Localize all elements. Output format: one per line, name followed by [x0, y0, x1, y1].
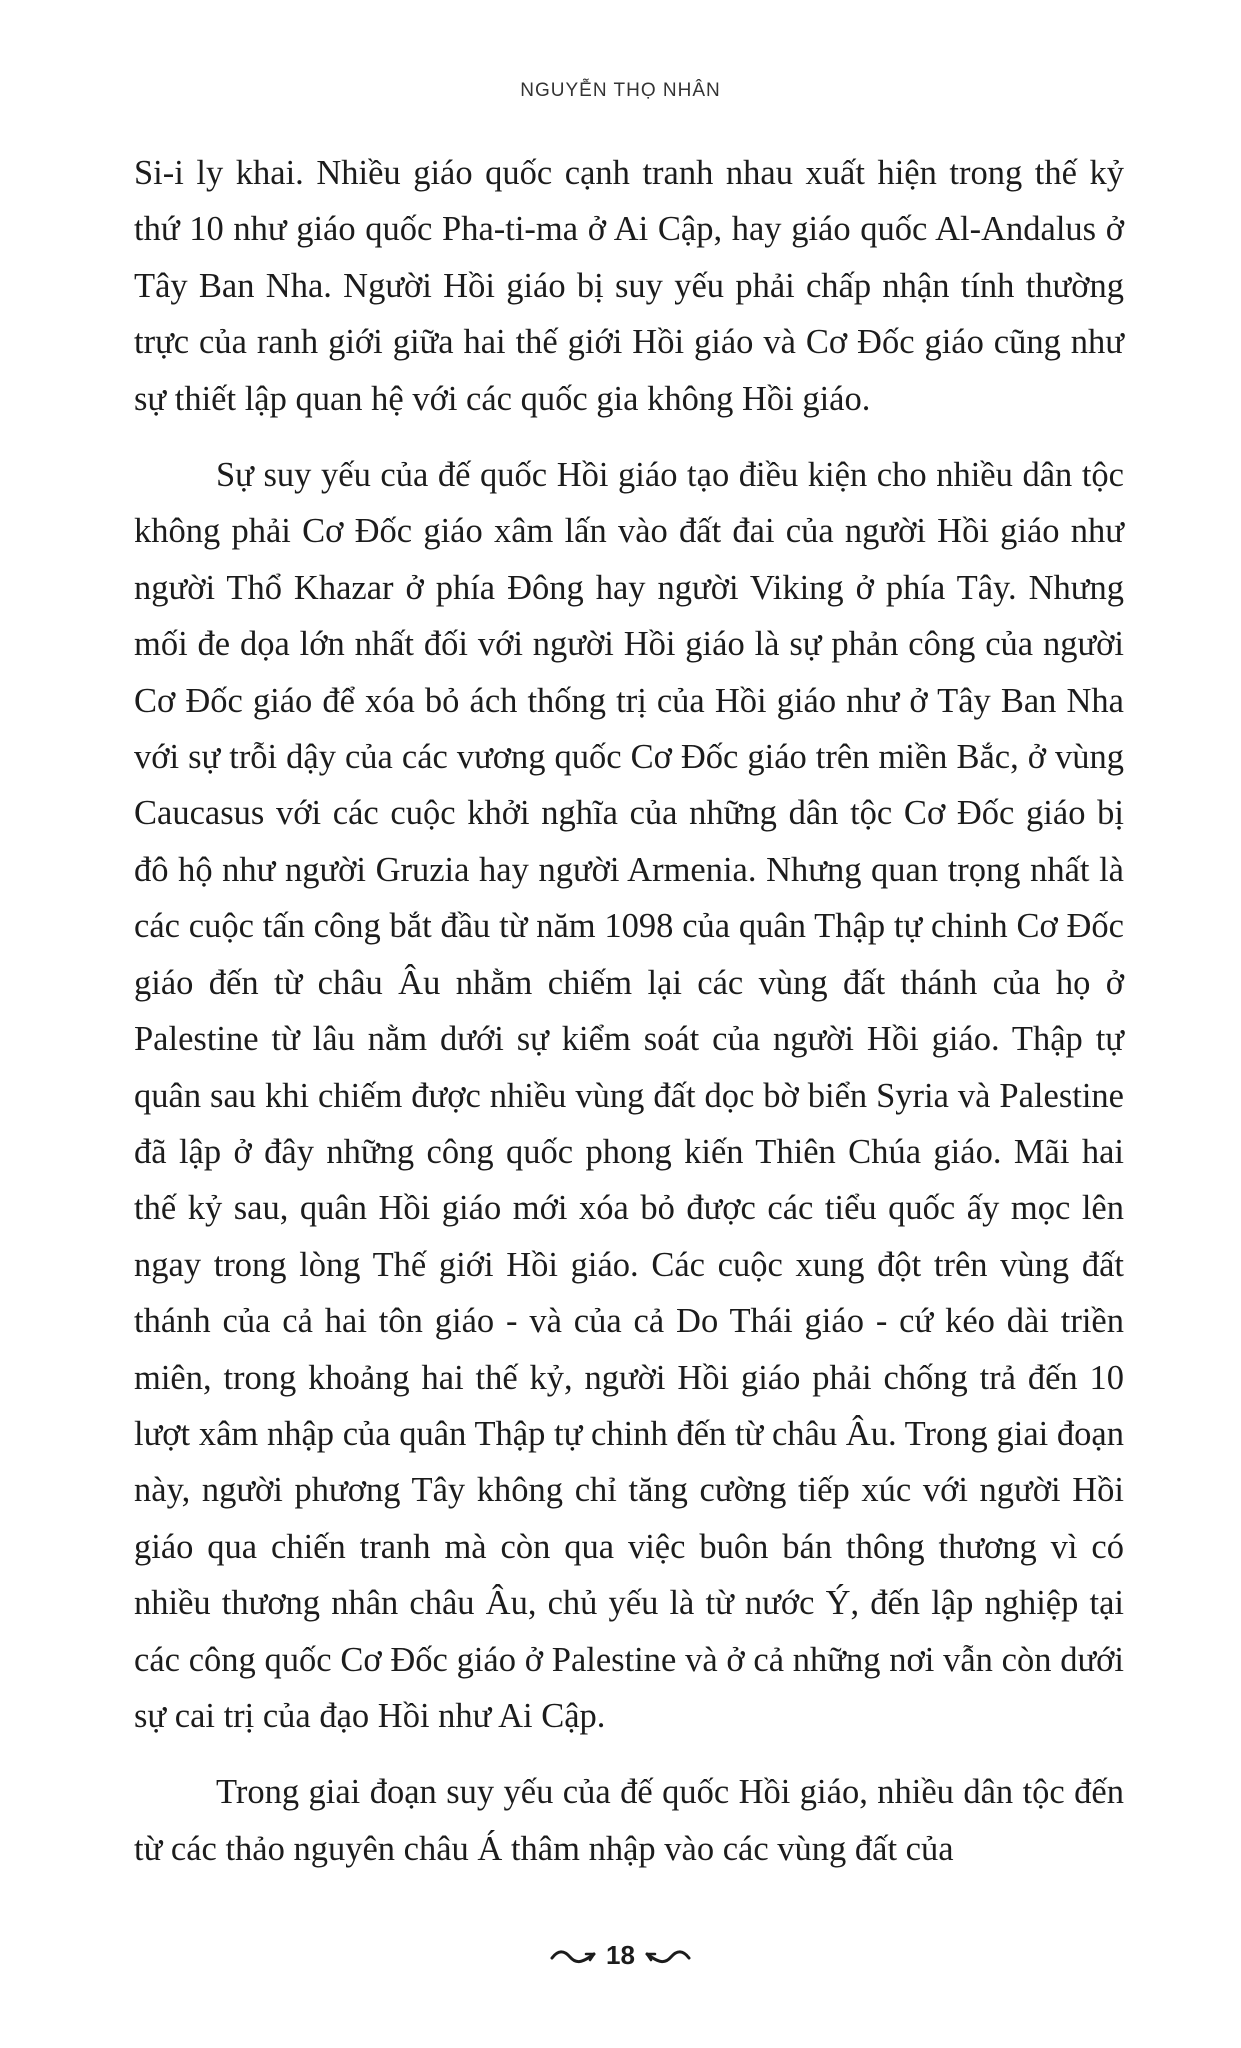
swirl-ornament-right-icon — [645, 1948, 691, 1964]
running-header-author: NGUYỄN THỌ NHÂN — [520, 80, 721, 101]
paragraph-3: Trong giai đoạn suy yếu của đế quốc Hồi giáo, nhiều dân tộc đến từ các thảo nguyên châu Á thâm nhập vào các vùng đất của — [134, 1773, 1124, 1868]
paragraph-1: Si-i ly khai. Nhiều giáo quốc cạnh tranh nhau xuất hiện trong thế kỷ thứ 10 như giáo quốc Pha-ti-ma ở Ai Cập, hay giáo quốc Al-Andalus ở Tây Ban Nha. Người Hồi giáo bị suy yếu phải chấp nhận tính thường trực của ranh giới giữa hai thế giới Hồi giáo và Cơ Đốc giáo cũng như sự thiết lập quan hệ với các quốc gia không Hồi giáo. — [134, 154, 1124, 418]
page-number: 18 — [606, 1940, 635, 1970]
page-footer — [0, 1940, 1241, 1971]
paragraph-2: Sự suy yếu của đế quốc Hồi giáo tạo điều kiện cho nhiều dân tộc không phải Cơ Đốc giáo xâm lấn vào đất đai của người Hồi giáo như người Thổ Khazar ở phía Đông hay người Viking ở phía Tây. Nhưng mối đe dọa lớn nhất đối với người Hồi giáo là sự phản công của người Cơ Đốc giáo để xóa bỏ ách thống trị của Hồi giáo như ở Tây Ban Nha với sự trỗi dậy của các vương quốc Cơ Đốc giáo trên miền Bắc, ở vùng Caucasus với các cuộc khởi nghĩa của những dân tộc Cơ Đốc giáo bị đô hộ như người Gruzia hay người Armenia. Nhưng quan trọng nhất là các cuộc tấn công bắt đầu từ năm 1098 của quân Thập tự chinh Cơ Đốc giáo đến từ châu Âu nhằm chiếm lại các vùng đất thánh của họ ở Palestine từ lâu nằm dưới sự kiểm soát của người Hồi giáo. Thập tự quân sau khi chiếm được nhiều vùng đất dọc bờ biển Syria và Palestine đã lập ở đây những công quốc phong kiến Thiên Chúa giáo. Mãi hai thế kỷ sau, quân Hồi giáo mới xóa bỏ được các tiểu quốc ấy mọc lên ngay trong lòng Thế giới Hồi giáo. Các cuộc xung đột trên vùng đất thánh của cả hai tôn giáo - và của cả Do Thái giáo - cứ kéo dài triền miên, trong khoảng hai thế kỷ, người Hồi giáo phải chống trả đến 10 lượt xâm nhập của quân Thập tự chinh đến từ châu Âu. Trong giai đoạn này, người phương Tây không chỉ tăng cường tiếp xúc với người Hồi giáo qua chiến tranh mà còn qua việc buôn bán thông thương vì có nhiều thương nhân châu Âu, chủ yếu là từ nước Ý, đến lập nghiệp tại các công quốc Cơ Đốc giáo ở Palestine và ở cả những nơi vẫn còn dưới sự cai trị của đạo Hồi như Ai Cập. — [134, 456, 1124, 1735]
swirl-ornament-left-icon — [550, 1948, 596, 1964]
body-text — [134, 145, 1124, 1877]
